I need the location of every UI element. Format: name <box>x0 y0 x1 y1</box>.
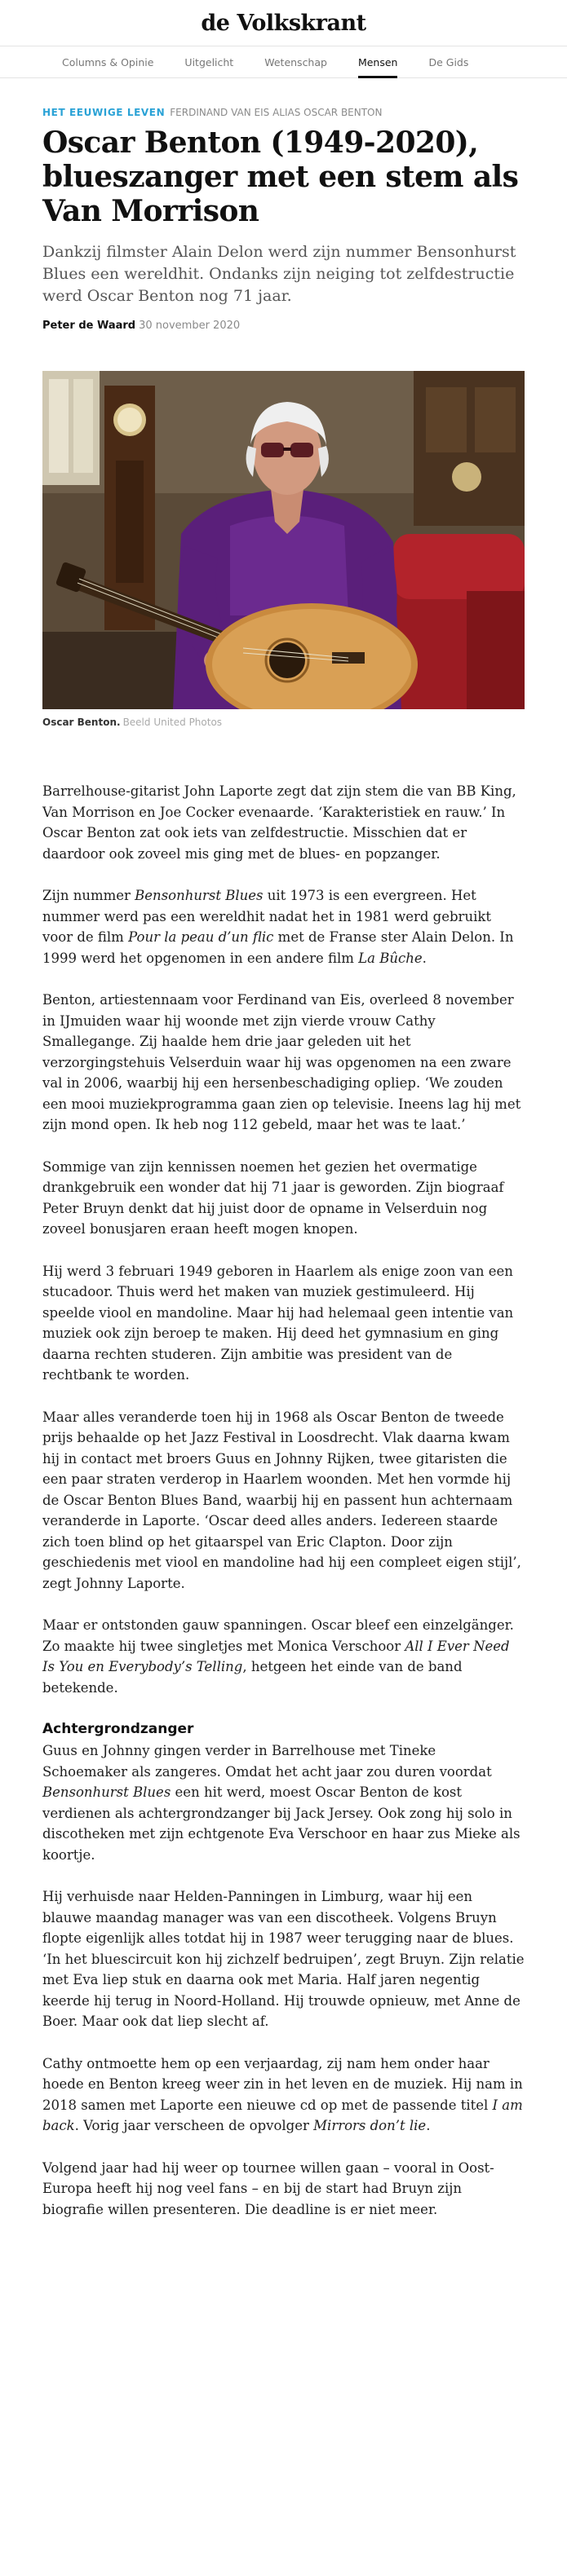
logo[interactable]: de Volkskrant <box>201 10 366 36</box>
nav-item-wetenschap[interactable]: Wetenschap <box>264 55 327 68</box>
author-link[interactable]: Peter de Waard <box>42 320 136 332</box>
paragraph: Guus en Johnny gingen verder in Barrelhouse met Tineke Schoemaker als zangeres. Omdat het acht jaar zou duren voordat Bensonhurst Blues een hit werd, moest Oscar Benton de kost verdienen als achtergrondzanger bij Jack Jersey. Ook zong hij solo in discotheken met zijn echtgenote Eva Verschoor en haar zus Mieke als koortje. <box>42 1743 520 1863</box>
subheading: Achtergrondzanger <box>42 1721 194 1737</box>
paragraph: Cathy ontmoette hem op een verjaardag, zij nam hem onder haar hoede en Benton kreeg weer zin in het leven en de muziek. Hij nam in 2018 samen met Laporte een nieuwe cd op met de passende titel I am back. Vorig jaar verscheen de opvolger Mirrors don’t lie. <box>42 2055 523 2133</box>
article-body <box>42 781 525 2220</box>
article <box>0 106 567 2220</box>
photo-caption <box>42 716 525 729</box>
nav-item-columns-opinie[interactable]: Columns & Opinie <box>62 55 154 68</box>
byline <box>42 319 525 333</box>
photo-credit: Beeld United Photos <box>122 717 223 728</box>
caption-text: Oscar Benton. <box>42 717 121 728</box>
paragraph: Hij werd 3 februari 1949 geboren in Haarlem als enige zoon van een stucadoor. Thuis werd het maken van muziek gestimuleerd. Hij speelde viool en mandoline. Maar hij had helemaal geen intentie van muziek ook zijn beroep te maken. Hij deed het gymnasium en ging daarna rechten studeren. Zijn ambitie was president van de rechtbank te worden. <box>42 1263 514 1383</box>
paragraph: Zijn nummer Bensonhurst Blues uit 1973 is een evergreen. Het nummer werd pas een wereldhit nadat het in 1981 werd gebruikt voor de film Pour la peau d’un flic met de Franse ster Alain Delon. In 1999 werd het opgenomen in een andere film La Bûche. <box>42 888 514 966</box>
series-label: FERDINAND VAN EIS ALIAS OSCAR BENTON <box>170 107 383 118</box>
paragraph: Benton, artiestennaam voor Ferdinand van Eis, overleed 8 november in IJmuiden waar hij woonde met zijn vierde vrouw Cathy Smallegange. Zij haalde hem drie jaar geleden uit het verzorgingstehuis Velserduin waar hij was opgenomen na een zware val in 2006, waarbij hij een hersenbeschadiging opliep. ‘We zouden een mooi muziekprogramma gaan zien op televisie. Ineens lag hij met zijn mond open. Ik heb nog 112 gebeld, maar het was te laat.’ <box>42 992 521 1132</box>
article-figure <box>42 371 525 729</box>
paragraph: Volgend jaar had hij weer op tournee willen gaan – vooral in Oost-Europa heeft hij nog veel fans – en bij de start had Bruyn zijn biografie willen presenteren. Die deadline is er niet meer. <box>42 2159 494 2217</box>
article-title: Oscar Benton (1949-2020), blueszanger met een stem als Van Morrison <box>42 126 519 228</box>
paragraph: Sommige van zijn kennissen noemen het gezien het overmatige drankgebruik een wonder dat hij 71 jaar is geworden. Zijn biograaf Peter Bruyn denkt dat hij juist door de opname in Velserduin nog zoveel bonusjaren eraan heeft mogen knopen. <box>42 1158 504 1237</box>
masthead <box>0 0 567 46</box>
nav-item-mensen[interactable]: Mensen <box>358 46 414 77</box>
paragraph: Barrelhouse-gitarist John Laporte zegt dat zijn stem die van BB King, Van Morrison en Joe Cocker evenaarde. ‘Karakteristiek en rauw.’ In Oscar Benton zat ook iets van zelfdestructie. Misschien dat er daardoor ook zoveel mis ging met de blues- en popzanger. <box>42 783 516 862</box>
article-photo <box>42 371 525 709</box>
paragraph: Hij verhuisde naar Helden-Panningen in Limburg, waar hij een blauwe maandag manager was van een discotheek. Volgens Bruyn flopte eigenlijk alles totdat hij in 1987 weer terugging naar de blues. ‘In het bluescircuit kon hij zichzelf bedruipen’, zegt Bruyn. Zijn relatie met Eva liep stuk en daarna ook met Maria. Half jaren negentig keerde hij terug in Noord-Holland. Hij trouwde opnieuw, met Anne de Boer. Maar ook dat liep slecht af. <box>42 1889 525 2029</box>
section-nav <box>0 46 567 78</box>
section-label[interactable]: HET EEUWIGE LEVEN <box>42 107 166 118</box>
nav-item-uitgelicht[interactable]: Uitgelicht <box>184 55 234 68</box>
publish-date: 30 november 2020 <box>139 320 241 332</box>
article-lead: Dankzij filmster Alain Delon werd zijn nummer Bensonhurst Blues een wereldhit. Ondanks zijn neiging tot zelfdestructie werd Oscar Benton nog 71 jaar. <box>42 243 516 305</box>
paragraph: Maar alles veranderde toen hij in 1968 als Oscar Benton de tweede prijs behaalde op het Jazz Festival in Loosdrecht. Vlak daarna kwam hij in contact met broers Guus en Johnny Rijken, twee gitaristen die een paar straten verderop in Haarlem woonden. Met hen vormde hij de Oscar Benton Blues Band, waarbij hij en passent hun achternaam veranderde in Laporte. ‘Oscar deed alles anders. Iedereen staarde zich toen blind op het gitaarspel van Eric Clapton. Door zijn geschiedenis met viool en mandoline had hij een compleet eigen stijl’, zegt Johnny Laporte. <box>42 1409 521 1591</box>
kicker <box>42 106 525 119</box>
nav-item-de-gids[interactable]: De Gids <box>428 55 469 68</box>
paragraph: Maar er ontstonden gauw spanningen. Oscar bleef een einzelgänger. Zo maakte hij twee singletjes met Monica Verschoor All I Ever Need Is You en Everybody’s Telling, hetgeen het einde van de band betekende. <box>42 1617 514 1696</box>
